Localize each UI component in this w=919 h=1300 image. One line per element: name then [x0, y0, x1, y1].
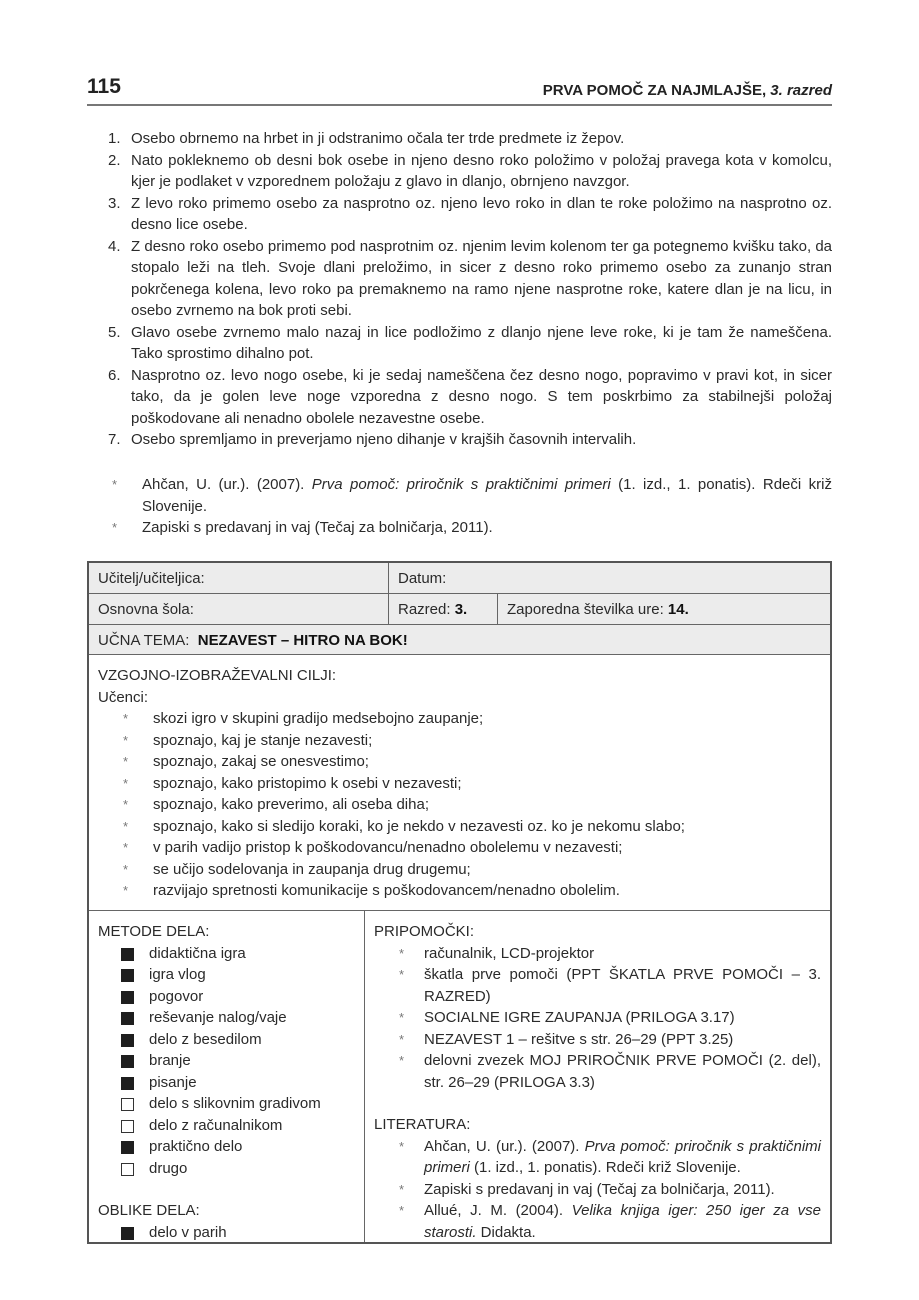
asterisk-bullet-icon: *	[112, 520, 118, 535]
reference-text: (1. izd., 1. ponatis). Rdeči križ Slovenije.	[142, 476, 832, 515]
method-label: delo z računalnikom	[149, 1116, 283, 1134]
grade-value: 3.	[454, 601, 468, 618]
step-item	[108, 429, 832, 451]
goal-item	[123, 816, 821, 838]
goal-item	[123, 880, 821, 902]
checkbox-checked-icon[interactable]	[121, 1077, 134, 1090]
checkbox-checked-icon[interactable]	[121, 1012, 134, 1025]
topic-row	[89, 625, 830, 655]
asterisk-bullet-icon: *	[123, 754, 129, 769]
checkbox-unchecked-icon[interactable]	[121, 1098, 134, 1111]
goal-item	[123, 859, 821, 881]
spacer	[374, 1093, 821, 1114]
method-item	[113, 1158, 355, 1180]
aid-item	[399, 1050, 821, 1093]
goal-text: spoznajo, kako pristopimo k osebi v nezavesti;	[153, 774, 462, 792]
method-label: praktično delo	[149, 1138, 243, 1155]
checkbox-unchecked-icon[interactable]	[121, 1120, 134, 1133]
reference-item	[112, 517, 832, 539]
asterisk-bullet-icon: *	[399, 945, 405, 961]
literature-item	[399, 1136, 821, 1179]
form-label: delo v parih	[149, 1223, 227, 1241]
date-label: Datum:	[398, 570, 447, 587]
literature-title-italic: Velika knjiga iger: 250 iger za vse starosti.	[424, 1202, 821, 1241]
school-cell	[89, 594, 388, 624]
method-item	[113, 1136, 355, 1158]
step-item	[108, 236, 832, 322]
lesson-number-cell	[497, 594, 830, 624]
checkbox-checked-icon[interactable]	[121, 1227, 134, 1240]
step-number: 7.	[108, 431, 121, 448]
recovery-position-steps	[108, 128, 832, 451]
spacer	[98, 1179, 355, 1200]
aid-text: NEZAVEST 1 – rešitve s str. 26–29 (PPT 3.25)	[424, 1030, 734, 1048]
method-label: drugo	[149, 1159, 188, 1177]
goals-title: VZGOJNO-IZOBRAŽEVALNI CILJI:	[98, 667, 337, 684]
goal-item	[123, 751, 821, 773]
literature-title-italic: Prva pomoč: priročnik s praktičnimi primeri	[424, 1137, 821, 1176]
aid-item	[399, 964, 821, 1007]
asterisk-bullet-icon: *	[399, 967, 405, 982]
methods-section	[89, 911, 365, 1242]
grade-label: Razred:	[398, 601, 455, 618]
goals-subtitle: Učenci:	[98, 688, 149, 706]
goal-text: spoznajo, kako preverimo, ali oseba diha;	[153, 796, 429, 813]
method-item	[113, 1093, 355, 1115]
running-title	[543, 80, 832, 102]
method-label: delo z besedilom	[149, 1030, 262, 1048]
step-number: 1.	[108, 130, 121, 147]
literature-item	[399, 1179, 821, 1201]
asterisk-bullet-icon: *	[123, 775, 129, 791]
date-cell	[388, 563, 830, 593]
literature-text: (1. izd., 1. ponatis). Rdeči križ Slovenije.	[469, 1159, 741, 1176]
method-label: branje	[149, 1052, 191, 1069]
aid-text: škatla prve pomoči (PPT ŠKATLA PRVE POMOČI – 3. RAZRED)	[424, 966, 821, 1005]
step-text: Z levo roko primemo osebo za nasprotno oz. njeno levo roko in dlan te roke položimo na nasprotno oz. desno lice osebe.	[131, 194, 832, 233]
teacher-cell	[89, 563, 388, 593]
step-text: Osebo obrnemo na hrbet in ji odstranimo očala ter trde predmete iz žepov.	[131, 130, 625, 147]
goal-item	[123, 794, 821, 816]
method-item	[113, 986, 355, 1008]
reference-text: Ahčan, U. (ur.). (2007).	[142, 476, 312, 493]
checkbox-checked-icon[interactable]	[121, 1034, 134, 1047]
grade-cell	[388, 594, 497, 624]
aid-text: računalnik, LCD-projektor	[424, 944, 595, 962]
step-text: Z desno roko osebo primemo pod nasprotnim oz. njenim levim kolenom ter ga potegnemo kvišku tako, da stopalo leži na tleh. Svoje dlani preložimo, in sicer z desno roko primemo osebo za zunanjo stran pokrčenega kolena, levo roko pa premaknemo na ramo njene nasprotne roke, katere dlan je na licu, in osebo zvrnemo na bok proti sebi.	[131, 237, 832, 319]
goal-text: v parih vadijo pristop k poškodovancu/nenadno obolelemu v nezavesti;	[153, 839, 623, 856]
asterisk-bullet-icon: *	[123, 711, 129, 726]
step-number: 5.	[108, 323, 121, 341]
asterisk-bullet-icon: *	[399, 1203, 405, 1218]
step-item	[108, 150, 832, 193]
asterisk-bullet-icon: *	[399, 1053, 405, 1068]
reference-item	[112, 474, 832, 517]
teacher-date-row	[89, 563, 830, 594]
method-item	[113, 1072, 355, 1094]
method-item	[113, 943, 355, 965]
goal-item	[123, 708, 821, 730]
goal-text: spoznajo, kaj je stanje nezavesti;	[153, 731, 373, 749]
literature-title: LITERATURA:	[374, 1116, 471, 1133]
goal-item	[123, 837, 821, 859]
asterisk-bullet-icon: *	[123, 840, 129, 855]
asterisk-bullet-icon: *	[123, 818, 129, 834]
aids-literature-section	[365, 911, 830, 1242]
step-number: 4.	[108, 237, 121, 255]
literature-text: Allué, J. M. (2004).	[424, 1202, 572, 1219]
method-label: pogovor	[149, 987, 204, 1005]
method-label: didaktična igra	[149, 944, 246, 962]
goal-item	[123, 773, 821, 795]
step-item	[108, 128, 832, 150]
lesson-number-value: 14.	[667, 601, 689, 618]
aid-text: delovni zvezek MOJ PRIROČNIK PRVE POMOČI (2. del), str. 26–29 (PRILOGA 3.3)	[424, 1052, 821, 1091]
checkbox-unchecked-icon[interactable]	[121, 1163, 134, 1176]
step-number: 6.	[108, 366, 121, 384]
aids-list	[399, 943, 821, 1094]
step-item	[108, 193, 832, 236]
step-text: Nasprotno oz. levo nogo osebe, ki je sedaj nameščena čez desno nogo, popravimo v pravi kot, in sicer tako, da je golen leve noge vzporedna z desno nogo. S tem poskrbimo za stabilnejši položaj poškodovane ali nenadno obolele nezavestne osebe.	[131, 366, 832, 427]
step-text: Glavo osebe zvrnemo malo nazaj in lice podložimo z dlanjo njene leve roke, ki je tam že nameščena. Tako sprostimo dihalno pot.	[131, 323, 832, 362]
goal-item	[123, 730, 821, 752]
running-title-main: PRVA POMOČ ZA NAJMLAJŠE,	[542, 82, 767, 99]
asterisk-bullet-icon: *	[399, 1031, 405, 1047]
page-number: 115	[87, 75, 121, 98]
asterisk-bullet-icon: *	[112, 477, 118, 492]
checkbox-checked-icon[interactable]	[121, 1055, 134, 1068]
learning-goals-section	[89, 655, 830, 911]
step-number: 2.	[108, 151, 121, 169]
checkbox-checked-icon[interactable]	[121, 1141, 134, 1154]
goals-list	[123, 708, 821, 902]
step-item	[108, 365, 832, 430]
method-label: pisanje	[149, 1073, 197, 1091]
methods-list	[113, 943, 355, 1180]
method-label: reševanje nalog/vaje	[149, 1009, 287, 1026]
lesson-number-label: Zaporedna številka ure:	[507, 601, 668, 618]
literature-text: Didakta.	[476, 1223, 536, 1241]
step-text: Osebo spremljamo in preverjamo njeno dihanje v krajših časovnih intervalih.	[131, 431, 637, 448]
step-text: Nato pokleknemo ob desni bok osebe in njeno desno roko položimo v položaj pravega kota v komolcu, kjer je podlaket v vzporednem položaju z glavo in dlanjo, obrnjeno navzgor.	[131, 151, 832, 190]
topic-label: UČNA TEMA:	[98, 632, 198, 649]
literature-list	[399, 1136, 821, 1244]
method-item	[113, 1029, 355, 1051]
goal-text: razvijajo spretnosti komunikacije s poškodovancem/nenadno obolelim.	[153, 882, 620, 899]
asterisk-bullet-icon: *	[399, 1181, 405, 1197]
topic-value: NEZAVEST – HITRO NA BOK!	[197, 632, 408, 649]
method-item	[113, 1007, 355, 1029]
asterisk-bullet-icon: *	[123, 861, 129, 877]
method-item	[113, 1050, 355, 1072]
asterisk-bullet-icon: *	[399, 1010, 405, 1025]
page-header	[87, 74, 832, 106]
goal-text: spoznajo, zakaj se onesvestimo;	[153, 753, 369, 770]
forms-title: OBLIKE DELA:	[98, 1202, 200, 1219]
aid-text: SOCIALNE IGRE ZAUPANJA (PRILOGA 3.17)	[424, 1009, 735, 1026]
aid-item	[399, 1007, 821, 1029]
checkbox-checked-icon[interactable]	[121, 948, 134, 961]
goal-text: spoznajo, kako si sledijo koraki, ko je nekdo v nezavesti oz. ko je nekomu slabo;	[153, 817, 685, 835]
aid-item	[399, 943, 821, 965]
topic-cell	[89, 625, 830, 654]
asterisk-bullet-icon: *	[123, 732, 129, 748]
asterisk-bullet-icon: *	[123, 797, 129, 812]
step-number: 3.	[108, 194, 121, 212]
checkbox-checked-icon[interactable]	[121, 991, 134, 1004]
reference-title: Prva pomoč: priročnik s praktičnimi primeri	[311, 476, 611, 493]
method-item	[113, 964, 355, 986]
asterisk-bullet-icon: *	[399, 1138, 405, 1154]
literature-text: Ahčan, U. (ur.). (2007).	[424, 1137, 585, 1155]
aids-title: PRIPOMOČKI:	[374, 923, 475, 940]
goal-text: skozi igro v skupini gradijo medsebojno zaupanje;	[153, 710, 484, 727]
teacher-label: Učitelj/učiteljica:	[98, 570, 205, 587]
source-references	[112, 474, 832, 539]
method-label: igra vlog	[149, 966, 206, 983]
methods-title: METODE DELA:	[98, 923, 210, 940]
asterisk-bullet-icon: *	[123, 883, 129, 898]
step-item	[108, 322, 832, 365]
lesson-plan-table	[87, 561, 832, 1244]
school-grade-row	[89, 594, 830, 625]
aid-item	[399, 1029, 821, 1051]
goal-text: se učijo sodelovanja in zaupanja drug drugemu;	[153, 860, 471, 878]
form-item	[113, 1222, 355, 1244]
literature-text: Zapiski s predavanj in vaj (Tečaj za bolničarja, 2011).	[424, 1180, 775, 1198]
checkbox-checked-icon[interactable]	[121, 969, 134, 982]
school-label: Osnovna šola:	[98, 601, 194, 618]
forms-list	[113, 1222, 355, 1244]
reference-text: Zapiski s predavanj in vaj (Tečaj za bolničarja, 2011).	[142, 519, 493, 536]
method-label: delo s slikovnim gradivom	[149, 1095, 321, 1112]
literature-item	[399, 1200, 821, 1243]
running-title-grade: 3. razred	[766, 82, 832, 99]
method-item	[113, 1115, 355, 1137]
